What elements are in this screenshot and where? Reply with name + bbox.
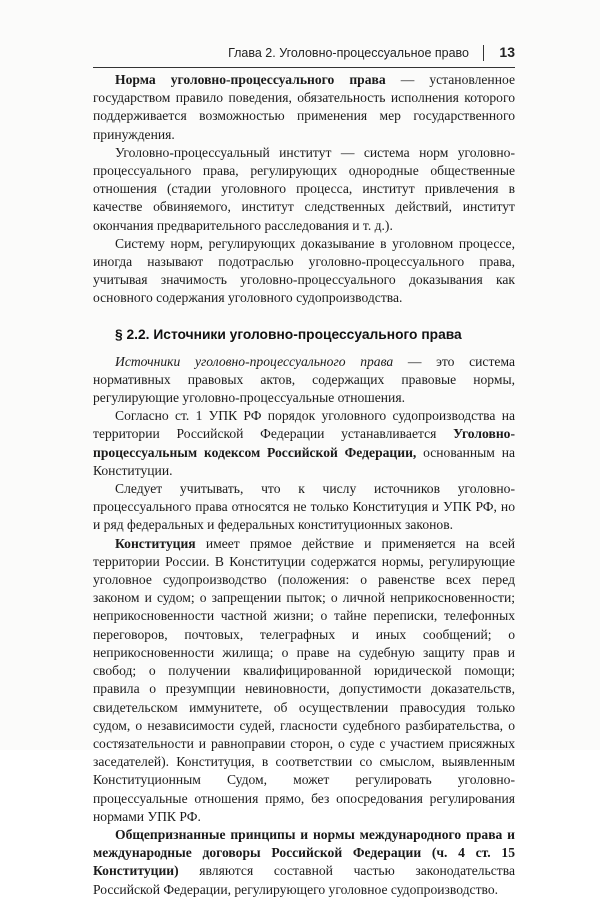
upk-text-before: Согласно ст. 1 УПК РФ порядок уголовного судопроизводства на территории Российской Федерации устанавливается bbox=[93, 408, 515, 442]
term-sources: Источники уголовно-процессуального права bbox=[115, 353, 394, 369]
page-body bbox=[93, 71, 515, 899]
international-law-text: являются составной частью законодательства Российской Федерации, регулирующего уголовное судопроизводство. bbox=[93, 863, 515, 897]
paragraph-norm-definition bbox=[93, 71, 515, 144]
paragraph-sources-definition bbox=[93, 353, 515, 408]
paragraph-institute-definition: Уголовно-процессуальный институт — система норм уголовно-процессуального права, регулирующих однородные общественные отношения (стадии уголовного процесса, институт привлечения в качестве обвиняемого, институт следственных действий, институт окончания предварительного расследования и т. д.). bbox=[93, 144, 515, 233]
term-norm: Норма уголовно-процессуального права bbox=[115, 72, 386, 87]
running-header bbox=[93, 44, 515, 64]
page-number: 13 bbox=[499, 44, 515, 60]
norm-definition-text: — установленное государством правило поведения, обязательность исполнения которого поддерживается возможностью применения мер государственного принуждения. bbox=[93, 72, 515, 142]
header-rule bbox=[93, 67, 515, 68]
paragraph-international-law bbox=[93, 826, 515, 899]
header-separator bbox=[483, 45, 484, 61]
term-constitution: Конституция bbox=[115, 535, 196, 551]
chapter-title: Глава 2. Уголовно-процессуальное право bbox=[228, 46, 469, 60]
paragraph-upk-article-1 bbox=[93, 407, 515, 480]
paragraph-constitution bbox=[93, 535, 515, 826]
upk-title: Уголовно-процессуальным кодексом Российской Федерации, bbox=[93, 426, 515, 460]
paragraph-subbranch: Систему норм, регулирующих доказывание в уголовном процессе, иногда называют подотраслью уголовно-процессуального права, учитывая значимость уголовно-процессуального доказывания как основного содержания уголовного судопроизводства. bbox=[93, 235, 515, 306]
paragraph-sources-list: Следует учитывать, что к числу источников уголовно-процессуального права относятся не только Конституция и УПК РФ, но и ряд федеральных и федеральных конституционных законов. bbox=[93, 481, 515, 533]
sources-definition-text: — это система нормативных правовых актов, содержащих правовые нормы, регулирующие уголовно-процессуальные отношения. bbox=[93, 353, 515, 406]
upk-text-after: основанным на Конституции. bbox=[93, 444, 516, 478]
constitution-text: имеет прямое действие и применяется на всей территории России. В Конституции содержатся нормы, регулирующие уголовное судопроизводство (положения: о равенстве всех перед законом и судом; о запрещении пыток; о личной неприкосновенности; неприкосновенности частной жизни; о тайне переписки, телефонных переговоров, почтовых, телеграфных и иных сообщений; о неприкосновенности жилища; о праве на судебную защиту прав и свобод; о получении квалифицированной юридической помощи; правила о презумпции невиновности, допустимости доказательств, свидетельском иммунитете, об осуществлении правосудия только судом, о независимости судей, гласности судебного разбирательства, о состязательности и равноправии сторон, о суде с участием присяжных заседателей). Конституция, в соответствии со смыслом, выявленным Конституционным Судом, может регулировать уголовно-процессуальные отношения прямо, без опосредования регулирования нормами УПК РФ. bbox=[93, 535, 515, 824]
term-international-law: Общепризнанные принципы и нормы международного права и международные договоры Российской Федерации (ч. 4 ст. 15 Конституции) bbox=[93, 826, 515, 879]
section-heading: § 2.2. Источники уголовно-процессуального права bbox=[115, 326, 462, 342]
